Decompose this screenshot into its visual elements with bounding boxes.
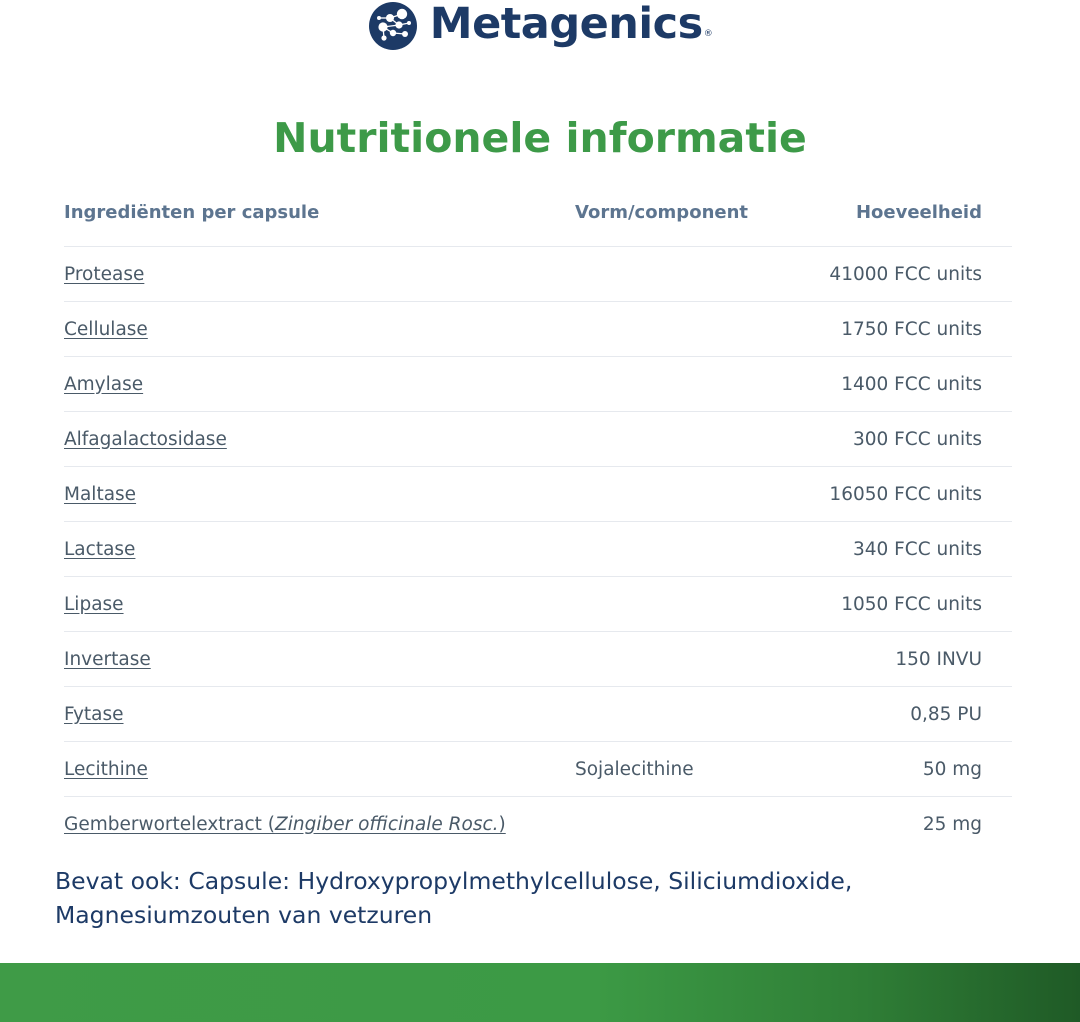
amount-cell: 300 FCC units bbox=[812, 412, 1012, 467]
brand-name: Metagenics® bbox=[429, 0, 713, 49]
amount-cell: 1050 FCC units bbox=[812, 577, 1012, 632]
ingredient-link-lipase[interactable]: Lipase bbox=[64, 593, 124, 615]
ingredient-cell[interactable] bbox=[64, 247, 575, 302]
form-cell bbox=[575, 577, 812, 632]
ingredient-cell[interactable] bbox=[64, 632, 575, 687]
amount-cell: 1400 FCC units bbox=[812, 357, 1012, 412]
form-cell bbox=[575, 522, 812, 577]
table-row bbox=[64, 577, 1012, 632]
amount-cell: 16050 FCC units bbox=[812, 467, 1012, 522]
latin-name: Zingiber officinale Rosc. bbox=[275, 813, 499, 835]
form-cell bbox=[575, 247, 812, 302]
ingredient-link-fytase[interactable]: Fytase bbox=[64, 703, 124, 725]
header-form: Vorm/component bbox=[575, 178, 812, 247]
ingredient-cell[interactable] bbox=[64, 797, 575, 852]
ingredient-cell[interactable] bbox=[64, 742, 575, 797]
amount-cell: 340 FCC units bbox=[812, 522, 1012, 577]
form-cell bbox=[575, 687, 812, 742]
amount-cell: 25 mg bbox=[922, 813, 982, 835]
form-cell bbox=[575, 797, 812, 852]
ingredient-cell[interactable] bbox=[64, 577, 575, 632]
table-row bbox=[64, 742, 1012, 797]
amount-cell: 41000 FCC units bbox=[812, 247, 1012, 302]
nutrition-table bbox=[64, 178, 1012, 851]
amount-cell: 0,85 PU bbox=[812, 687, 1012, 742]
form-cell bbox=[575, 412, 812, 467]
table-row bbox=[64, 247, 1012, 302]
ingredient-cell[interactable] bbox=[64, 412, 575, 467]
header-amount: Hoeveelheid bbox=[812, 178, 1012, 247]
amount-cell: 150 INVU bbox=[812, 632, 1012, 687]
molecule-logo-icon bbox=[368, 1, 418, 51]
form-cell: Sojalecithine bbox=[575, 742, 812, 797]
table-row bbox=[64, 357, 1012, 412]
registered-mark: ® bbox=[703, 29, 713, 39]
ingredient-link-cellulase[interactable]: Cellulase bbox=[64, 318, 148, 340]
ingredient-link-protease[interactable]: Protease bbox=[64, 263, 145, 285]
ingredient-link-amylase[interactable]: Amylase bbox=[64, 373, 144, 395]
form-cell bbox=[575, 357, 812, 412]
ingredient-cell[interactable] bbox=[64, 467, 575, 522]
form-cell bbox=[575, 632, 812, 687]
amount-cell: 50 mg bbox=[812, 742, 1012, 797]
page-title: Nutritionele informatie bbox=[273, 114, 807, 162]
table-row bbox=[64, 632, 1012, 687]
other-ingredients-note: Bevat ook: Capsule: Hydroxypropylmethylcellulose, Siliciumdioxide, Magnesiumzouten van vetzuren bbox=[55, 867, 853, 929]
form-cell bbox=[575, 302, 812, 357]
table-row bbox=[64, 687, 1012, 742]
table-row bbox=[64, 522, 1012, 577]
table-row bbox=[64, 302, 1012, 357]
ingredient-cell[interactable] bbox=[64, 302, 575, 357]
ingredient-cell[interactable] bbox=[64, 357, 575, 412]
ingredient-link-alfagalactosidase[interactable]: Alfagalactosidase bbox=[64, 428, 227, 450]
table-row bbox=[64, 412, 1012, 467]
ingredient-link-maltase[interactable]: Maltase bbox=[64, 483, 137, 505]
table-header-row bbox=[64, 178, 1012, 247]
table-row bbox=[64, 467, 1012, 522]
brand-logo[interactable] bbox=[0, 0, 1080, 52]
ingredient-cell[interactable] bbox=[64, 687, 575, 742]
ingredient-link-invertase[interactable]: Invertase bbox=[64, 648, 151, 670]
header-ingredient: Ingrediënten per capsule bbox=[64, 178, 575, 247]
ingredient-link-lactase[interactable]: Lactase bbox=[64, 538, 136, 560]
ingredient-link-gemberwortelextract[interactable]: Gemberwortelextract (Zingiber officinale Rosc.) bbox=[64, 813, 506, 835]
table-row bbox=[64, 797, 1012, 852]
ingredient-link-lecithine[interactable]: Lecithine bbox=[64, 758, 148, 780]
form-cell bbox=[575, 467, 812, 522]
footer-band bbox=[0, 963, 1080, 1022]
amount-cell: 1750 FCC units bbox=[812, 302, 1012, 357]
ingredient-cell[interactable] bbox=[64, 522, 575, 577]
